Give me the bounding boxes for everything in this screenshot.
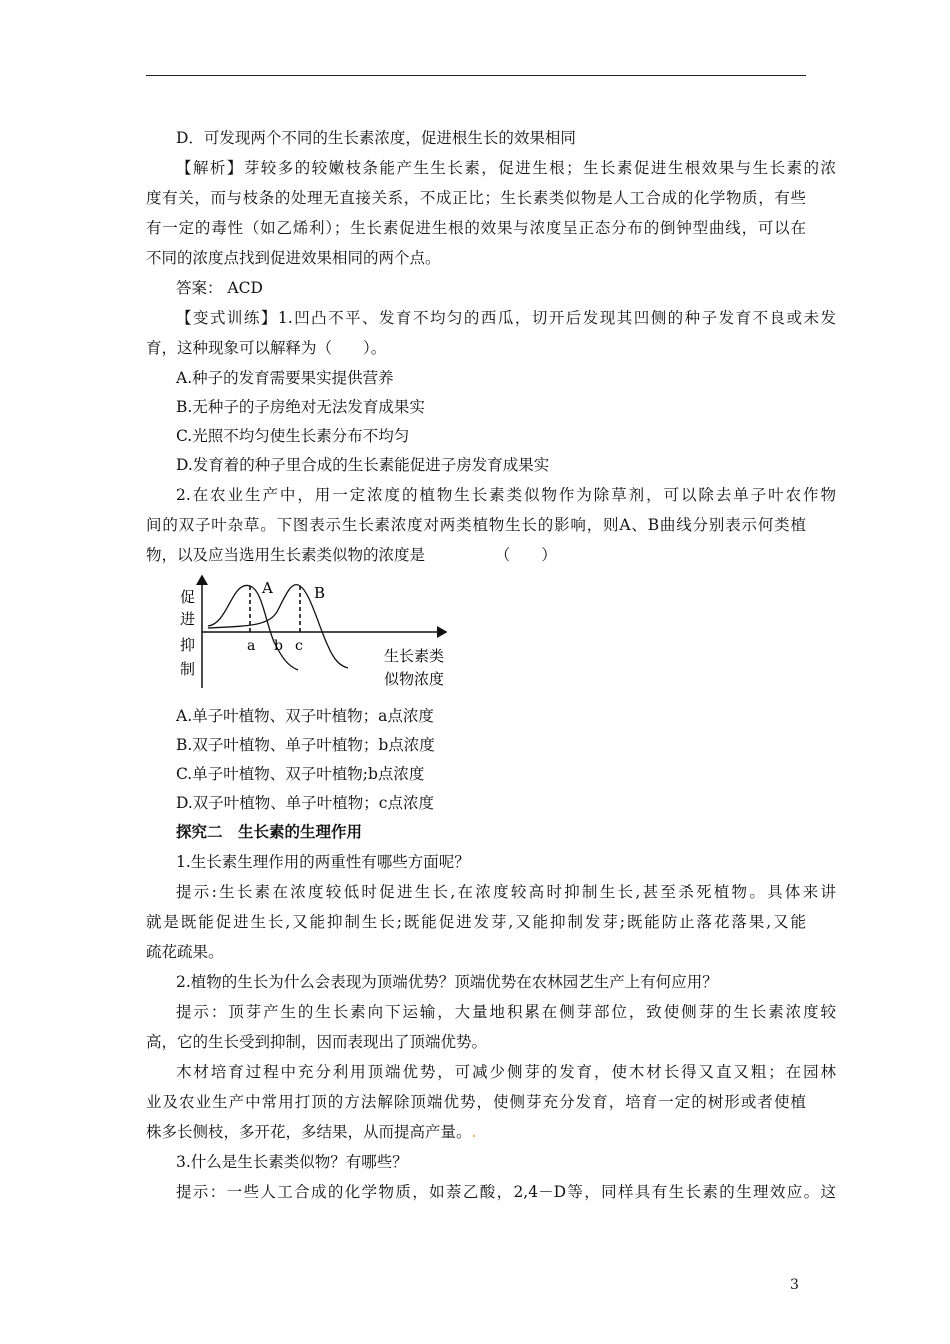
exercise-2-option-d: D.双子叶植物、单子叶植物；c点浓度: [176, 794, 434, 812]
hint-1-line-2: 就是既能促进生长,又能抑制生长;既能促进发芽,又能抑制发芽;既能防止落花落果,又能: [146, 913, 806, 931]
question-2: 2.植物的生长为什么会表现为顶端优势？顶端优势在农林园艺生产上有何应用？: [176, 973, 718, 991]
answer-line: 答案： ACD: [176, 279, 263, 297]
header-rule: [146, 75, 806, 76]
y-label-promote-1: 促: [180, 588, 196, 606]
y-label-inhibit-2: 制: [180, 660, 196, 678]
x-axis-label-1: 生长素类: [384, 647, 445, 665]
exercise-1-option-a: A.种子的发育需要果实提供营养: [176, 369, 394, 387]
analysis-line-1: 【解析】芽较多的较嫩枝条能产生生长素，促进生根；生长素促进生根效果与生长素的浓: [176, 159, 836, 177]
exercise-1-line-1: 【变式训练】1.凹凸不平、发育不均匀的西瓜，切开后发现其凹侧的种子发育不良或未发: [176, 309, 836, 327]
question-1: 1.生长素生理作用的两重性有哪些方面呢？: [176, 853, 470, 871]
exercise-2-option-a: A.单子叶植物、双子叶植物；a点浓度: [176, 707, 434, 725]
exercise-2-option-c: C.单子叶植物、双子叶植物;b点浓度: [176, 765, 425, 783]
point-b-label: b: [274, 638, 283, 654]
curve-b-label: B: [314, 584, 326, 602]
y-label-inhibit-1: 抑: [180, 636, 196, 654]
exercise-2-line-3: 物，以及应当选用生长素类似物的浓度是 （ ）: [146, 546, 557, 564]
curve-a-label: A: [262, 579, 273, 597]
y-label-promote-2: 进: [180, 610, 196, 628]
exercise-2-option-b: B.双子叶植物、单子叶植物；b点浓度: [176, 736, 435, 754]
analysis-line-4: 不同的浓度点找到促进效果相同的两个点。: [146, 249, 441, 267]
option-d-text: D．可发现两个不同的生长素浓度，促进根生长的效果相同: [176, 129, 576, 147]
x-axis-label-2: 似物浓度: [384, 670, 445, 688]
question-3: 3.什么是生长素类似物？有哪些？: [176, 1153, 408, 1171]
analysis-line-2: 度有关，而与枝条的处理无直接关系，不成正比；生长素类似物是人工合成的化学物质，有些: [146, 189, 806, 207]
exercise-2-line-2: 间的双子叶杂草。下图表示生长素浓度对两类植物生长的影响，则A、B曲线分别表示何类植: [146, 516, 806, 534]
analysis-line-3: 有一定的毒性（如乙烯利）；生长素促进生根的效果与浓度呈正态分布的倒钟型曲线，可以在: [146, 219, 806, 237]
marker-dot: .: [471, 1123, 477, 1141]
exercise-2-line-1: 2.在农业生产中，用一定浓度的植物生长素类似物作为除草剂，可以除去单子叶农作物: [176, 486, 836, 504]
auxin-concentration-figure: [170, 570, 470, 695]
application-line-2: 业及农业生产中常用打顶的方法解除顶端优势，使侧芽充分发育，培育一定的树形或者使植: [146, 1093, 806, 1111]
exercise-1-option-d: D.发育着的种子里合成的生长素能促进子房发育成果实: [176, 456, 550, 474]
application-line-1: 木材培育过程中充分利用顶端优势，可减少侧芽的发育，使木材长得又直又粗；在园林: [176, 1063, 836, 1081]
application-line-3-text: 株多长侧枝，多开花，多结果，从而提高产量。: [146, 1123, 472, 1141]
hint-2-line-2: 高，它的生长受到抑制，因而表现出了顶端优势。: [146, 1033, 488, 1051]
point-a-label: a: [247, 638, 256, 654]
hint-1-line-3: 疏花疏果。: [146, 943, 224, 961]
hint-2-line-1: 提示：顶芽产生的生长素向下运输，大量地积累在侧芽部位，致使侧芽的生长素浓度较: [176, 1003, 836, 1021]
hint-1-line-1: 提示:生长素在浓度较低时促进生长,在浓度较高时抑制生长,甚至杀死植物。具体来讲: [176, 883, 836, 901]
point-c-label: c: [295, 638, 303, 654]
page-number: 3: [790, 1277, 799, 1293]
curve-b: [208, 585, 348, 668]
section-heading: 探究二 生长素的生理作用: [176, 823, 363, 841]
application-line-3: [146, 1122, 806, 1142]
exercise-1-option-b: B.无种子的子房绝对无法发育成果实: [176, 398, 425, 416]
hint-3-line-1: 提示：一些人工合成的化学物质，如萘乙酸，2,4－D等，同样具有生长素的生理效应。这: [176, 1183, 836, 1201]
exercise-1-line-2: 育，这种现象可以解释为（ ）。: [146, 339, 387, 357]
exercise-1-option-c: C.光照不均匀使生长素分布不均匀: [176, 427, 410, 445]
